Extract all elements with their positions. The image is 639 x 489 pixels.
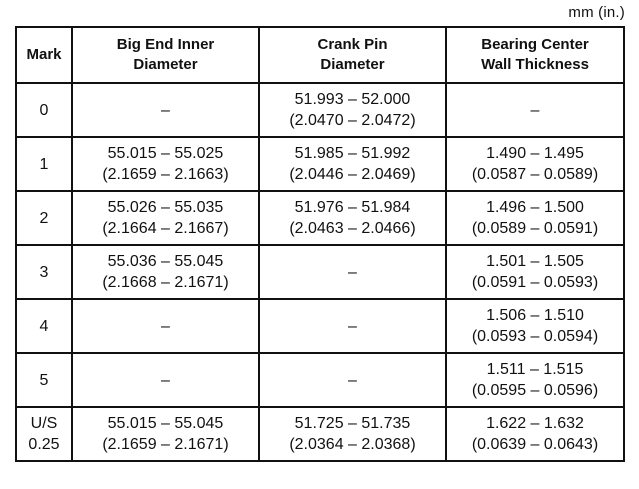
cell-big-end-line: (2.1659 – 2.1663) [102, 166, 229, 183]
cell-bearing [446, 83, 624, 137]
cell-bearing [446, 137, 624, 191]
cell-crank-pin [259, 137, 446, 191]
table-body [16, 83, 624, 461]
cell-crank-pin-line: – [348, 317, 357, 335]
cell-mark [16, 407, 72, 461]
cell-big-end-line: (2.1664 – 2.1667) [102, 220, 229, 237]
cell-bearing-line: – [530, 101, 540, 119]
table-row [16, 407, 624, 461]
cell-mark-line: 4 [39, 317, 49, 335]
cell-bearing-line: 1.501 – 1.505 [486, 253, 584, 270]
cell-crank-pin-line: 51.993 – 52.000 [294, 91, 411, 108]
table-row [16, 245, 624, 299]
cell-bearing-line: (0.0593 – 0.0594) [471, 328, 599, 345]
cell-bearing [446, 245, 624, 299]
cell-bearing-line: (0.0589 – 0.0591) [471, 220, 599, 237]
cell-mark [16, 191, 72, 245]
cell-bearing-line: 1.506 – 1.510 [486, 307, 584, 324]
cell-crank-pin-line: – [348, 263, 357, 281]
cell-crank-pin-line: 51.985 – 51.992 [294, 145, 411, 162]
cell-big-end-line: – [161, 101, 170, 119]
cell-big-end [72, 299, 259, 353]
cell-crank-pin-line: (2.0463 – 2.0466) [289, 220, 416, 237]
cell-bearing [446, 191, 624, 245]
cell-mark [16, 299, 72, 353]
cell-bearing-line: 1.511 – 1.515 [486, 361, 584, 378]
cell-big-end-line: (2.1659 – 2.1671) [102, 436, 229, 453]
header-crank-pin [259, 27, 446, 83]
cell-crank-pin [259, 299, 446, 353]
header-big-end-line: Big End Inner [116, 36, 215, 53]
cell-bearing-line: (0.0595 – 0.0596) [471, 382, 599, 399]
header-bearing-line: Wall Thickness [481, 56, 589, 73]
table-row [16, 83, 624, 137]
header-mark-line: Mark [26, 46, 62, 63]
cell-bearing-line: (0.0591 – 0.0593) [471, 274, 599, 291]
table-row [16, 191, 624, 245]
cell-mark-line: 0 [39, 101, 49, 119]
cell-crank-pin-line: (2.0470 – 2.0472) [289, 112, 416, 129]
header-big-end [72, 27, 259, 83]
table-header [16, 27, 624, 83]
table-row [16, 137, 624, 191]
cell-big-end-line: – [161, 317, 170, 335]
header-big-end-line: Diameter [133, 56, 198, 73]
cell-big-end [72, 83, 259, 137]
cell-bearing-line: 1.622 – 1.632 [486, 415, 584, 432]
cell-big-end-line: (2.1668 – 2.1671) [102, 274, 229, 291]
cell-mark [16, 245, 72, 299]
cell-big-end [72, 407, 259, 461]
cell-bearing [446, 407, 624, 461]
cell-bearing-line: (0.0587 – 0.0589) [471, 166, 599, 183]
cell-mark-line: 3 [39, 263, 49, 281]
cell-big-end [72, 245, 259, 299]
cell-big-end-line: 55.036 – 55.045 [107, 253, 224, 270]
cell-crank-pin-line: 51.725 – 51.735 [294, 415, 411, 432]
cell-crank-pin-line: (2.0446 – 2.0469) [289, 166, 416, 183]
cell-mark [16, 353, 72, 407]
header-crank-pin-line: Diameter [320, 56, 385, 73]
header-row [16, 27, 624, 83]
table-row [16, 299, 624, 353]
cell-big-end-line: – [161, 371, 170, 389]
spec-table [15, 26, 625, 462]
cell-mark [16, 83, 72, 137]
cell-bearing [446, 353, 624, 407]
cell-mark [16, 137, 72, 191]
cell-big-end [72, 353, 259, 407]
cell-crank-pin-line: (2.0364 – 2.0368) [289, 436, 416, 453]
cell-mark-line: 2 [39, 209, 49, 227]
cell-big-end [72, 191, 259, 245]
header-crank-pin-line: Crank Pin [317, 36, 388, 53]
header-mark [16, 27, 72, 83]
cell-crank-pin-line: 51.976 – 51.984 [294, 199, 411, 216]
cell-crank-pin [259, 83, 446, 137]
cell-mark-line: 0.25 [28, 436, 60, 453]
cell-big-end-line: 55.015 – 55.025 [107, 145, 224, 162]
cell-bearing-line: (0.0639 – 0.0643) [471, 436, 599, 453]
cell-mark-line: 1 [39, 155, 49, 173]
cell-crank-pin [259, 353, 446, 407]
cell-big-end [72, 137, 259, 191]
unit-note: mm (in.) [568, 4, 625, 21]
cell-crank-pin [259, 407, 446, 461]
cell-big-end-line: 55.015 – 55.045 [107, 415, 224, 432]
header-bearing [446, 27, 624, 83]
cell-mark-line: U/S [30, 415, 58, 432]
cell-mark-line: 5 [39, 371, 49, 389]
cell-bearing-line: 1.490 – 1.495 [486, 145, 584, 162]
cell-bearing [446, 299, 624, 353]
cell-bearing-line: 1.496 – 1.500 [486, 199, 584, 216]
cell-crank-pin [259, 191, 446, 245]
cell-crank-pin [259, 245, 446, 299]
header-bearing-line: Bearing Center [481, 36, 589, 53]
cell-big-end-line: 55.026 – 55.035 [107, 199, 224, 216]
cell-crank-pin-line: – [348, 371, 357, 389]
table-row [16, 353, 624, 407]
